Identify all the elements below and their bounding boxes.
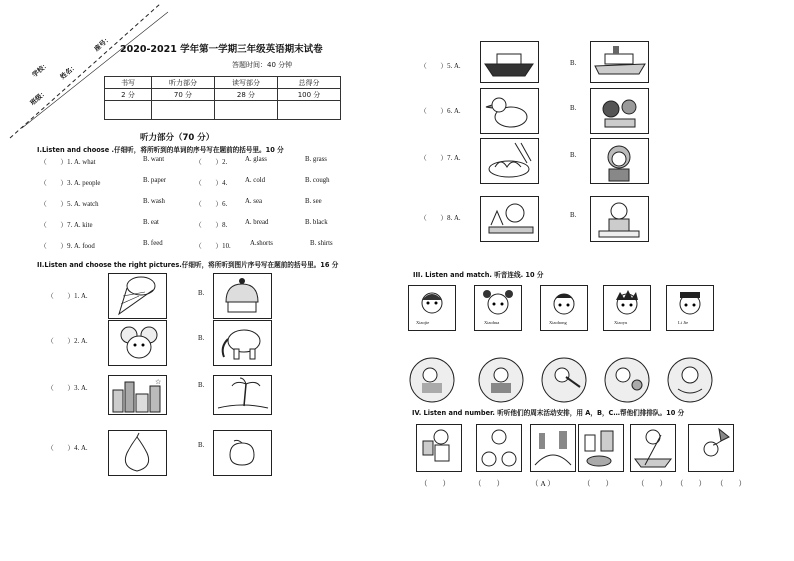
score-table <box>104 76 341 120</box>
answer-6[interactable]: （ ） <box>676 479 706 488</box>
s1-q10a: A.shorts <box>250 240 273 247</box>
answer-7[interactable]: （ ） <box>716 479 746 488</box>
s2-q2-label: （ ）2. A. <box>47 338 88 345</box>
activity-pic-3[interactable] <box>530 424 576 472</box>
kid-name-4: Xiaoyu <box>614 320 628 325</box>
svg-text:☆: ☆ <box>155 378 162 386</box>
activity-circle-4[interactable] <box>603 357 651 403</box>
answer-4[interactable]: （ ） <box>583 479 613 488</box>
s1-q3b: B. paper <box>143 177 167 184</box>
cake-icon[interactable] <box>213 273 272 319</box>
activity-pic-4[interactable] <box>578 424 624 472</box>
s1-q8b: B. black <box>305 219 328 226</box>
s1-q6: （ ）6. <box>195 201 228 208</box>
s2-q6-b: B. <box>570 105 577 112</box>
section1-title: I.Listen and choose .仔细听，将所听到的单词的序号写在题前的括号里。10 分 <box>37 146 284 154</box>
s1-q7: （ ）7. A. kite <box>40 222 93 229</box>
answer-5[interactable]: （ ） <box>637 479 667 488</box>
activity-pic-2[interactable] <box>476 424 522 472</box>
activity-pic-6[interactable] <box>688 424 734 472</box>
kid-name-5: Li Jie <box>678 320 689 325</box>
s2-q8-b: B. <box>570 212 577 219</box>
s1-q8a: A. bread <box>245 219 269 226</box>
score-points: 100 分 <box>278 89 341 101</box>
score-cell[interactable] <box>278 101 341 120</box>
girl-icon[interactable] <box>590 138 649 184</box>
s1-q4: （ ）4. <box>195 180 228 187</box>
noodles-icon[interactable] <box>480 138 539 184</box>
answer-3[interactable]: （ A ） <box>531 479 555 488</box>
activity-circle-3[interactable] <box>540 357 588 403</box>
exam-title: 2020-2021 学年第一学期三年级英语期末试卷 <box>120 44 323 55</box>
s1-q7b: B. eat <box>143 219 159 226</box>
s1-q5b: B. wash <box>143 198 165 205</box>
s1-q2: （ ）2. <box>195 159 228 166</box>
binding-line <box>0 0 170 150</box>
activity-pic-5[interactable] <box>630 424 676 472</box>
draw-icon[interactable] <box>590 196 649 242</box>
score-points: 2 分 <box>105 89 152 101</box>
school-label: 学校： <box>30 60 51 79</box>
duck-icon[interactable] <box>480 88 539 134</box>
study-icon[interactable] <box>480 196 539 242</box>
activity-circle-2[interactable] <box>477 357 525 403</box>
s2-q8-label: （ ）8. A. <box>420 215 461 222</box>
s2-q5-label: （ ）5. A. <box>420 63 461 70</box>
s2-q1-b: B. <box>198 290 205 297</box>
peach-icon[interactable] <box>213 430 272 476</box>
section3-title: III. Listen and match. 听音连线. 10 分 <box>413 271 544 279</box>
s1-q5: （ ）5. A. watch <box>40 201 99 208</box>
pear-icon[interactable] <box>108 430 167 476</box>
activity-pic-1[interactable] <box>416 424 462 472</box>
class-label: 班级： <box>28 88 49 107</box>
kid-name-3: Xiaohong <box>549 320 567 325</box>
mouse-icon[interactable] <box>108 320 167 366</box>
boat-icon[interactable] <box>480 41 539 83</box>
s1-q10: （ ）10. <box>195 243 231 250</box>
activity-circle-1[interactable] <box>408 357 456 403</box>
s1-q9: （ ）9. A. food <box>40 243 95 250</box>
score-points: 28 分 <box>215 89 278 101</box>
s1-q2a: A. glass <box>245 156 267 163</box>
food-icon[interactable] <box>590 88 649 134</box>
s1-q4a: A. cold <box>245 177 266 184</box>
s2-q4-b: B. <box>198 442 205 449</box>
ship-icon[interactable] <box>590 41 649 83</box>
score-points: 70 分 <box>152 89 215 101</box>
kid-name-2: Xiaohua <box>484 320 500 325</box>
s2-q5-b: B. <box>570 60 577 67</box>
s1-q6a: A. sea <box>245 198 262 205</box>
s2-q7-label: （ ）7. A. <box>420 155 461 162</box>
listening-title: 听力部分（70 分） <box>140 133 215 143</box>
answer-1[interactable]: （ ） <box>420 479 450 488</box>
name-label: 姓名： <box>58 62 79 81</box>
answer-2[interactable]: （ ） <box>474 479 504 488</box>
score-header: 总得分 <box>278 77 341 89</box>
s1-q9b: B. feed <box>143 240 163 247</box>
score-cell[interactable] <box>105 101 152 120</box>
s1-q6b: B. see <box>305 198 322 205</box>
s1-q10b: B. shirts <box>310 240 333 247</box>
elephant-icon[interactable] <box>213 320 272 366</box>
s1-q2b: B. grass <box>305 156 327 163</box>
s1-q3: （ ）3. A. people <box>40 180 101 187</box>
score-header: 读写部分 <box>215 77 278 89</box>
s2-q1-label: （ ）1. A. <box>47 293 88 300</box>
s1-q8: （ ）8. <box>195 222 228 229</box>
score-cell[interactable] <box>215 101 278 120</box>
s1-q1: （ ）1. A. what <box>40 159 96 166</box>
section4-title: IV. Listen and number. 听听他们的周末活动安排，用 A，B，C…帮他们排排队。10 分 <box>412 409 685 417</box>
s2-q3-b: B. <box>198 382 205 389</box>
section2-title: II.Listen and choose the right pictures.仔细听，将所听到图片序号写在题前的括号里。16 分 <box>37 261 339 269</box>
seat-label: 座号： <box>92 34 113 53</box>
s1-q1b: B. want <box>143 156 165 163</box>
s1-q4b: B. cough <box>305 177 330 184</box>
beach-icon[interactable] <box>213 375 272 415</box>
city-icon[interactable] <box>108 375 167 415</box>
s2-q4-label: （ ）4. A. <box>47 445 88 452</box>
score-cell[interactable] <box>152 101 215 120</box>
kid-portrait-5[interactable] <box>666 285 714 331</box>
score-header: 书写 <box>105 77 152 89</box>
s2-q6-label: （ ）6. A. <box>420 108 461 115</box>
s2-q3-label: （ ）3. A. <box>47 385 88 392</box>
s2-q2-b: B. <box>198 335 205 342</box>
activity-circle-5[interactable] <box>666 357 714 403</box>
answer-time: 答题时间：40 分钟 <box>232 61 293 69</box>
kid-name-1: Xiaojie <box>416 320 430 325</box>
s2-q7-b: B. <box>570 152 577 159</box>
ice-cream-icon[interactable] <box>108 273 167 319</box>
score-header: 听力部分 <box>152 77 215 89</box>
